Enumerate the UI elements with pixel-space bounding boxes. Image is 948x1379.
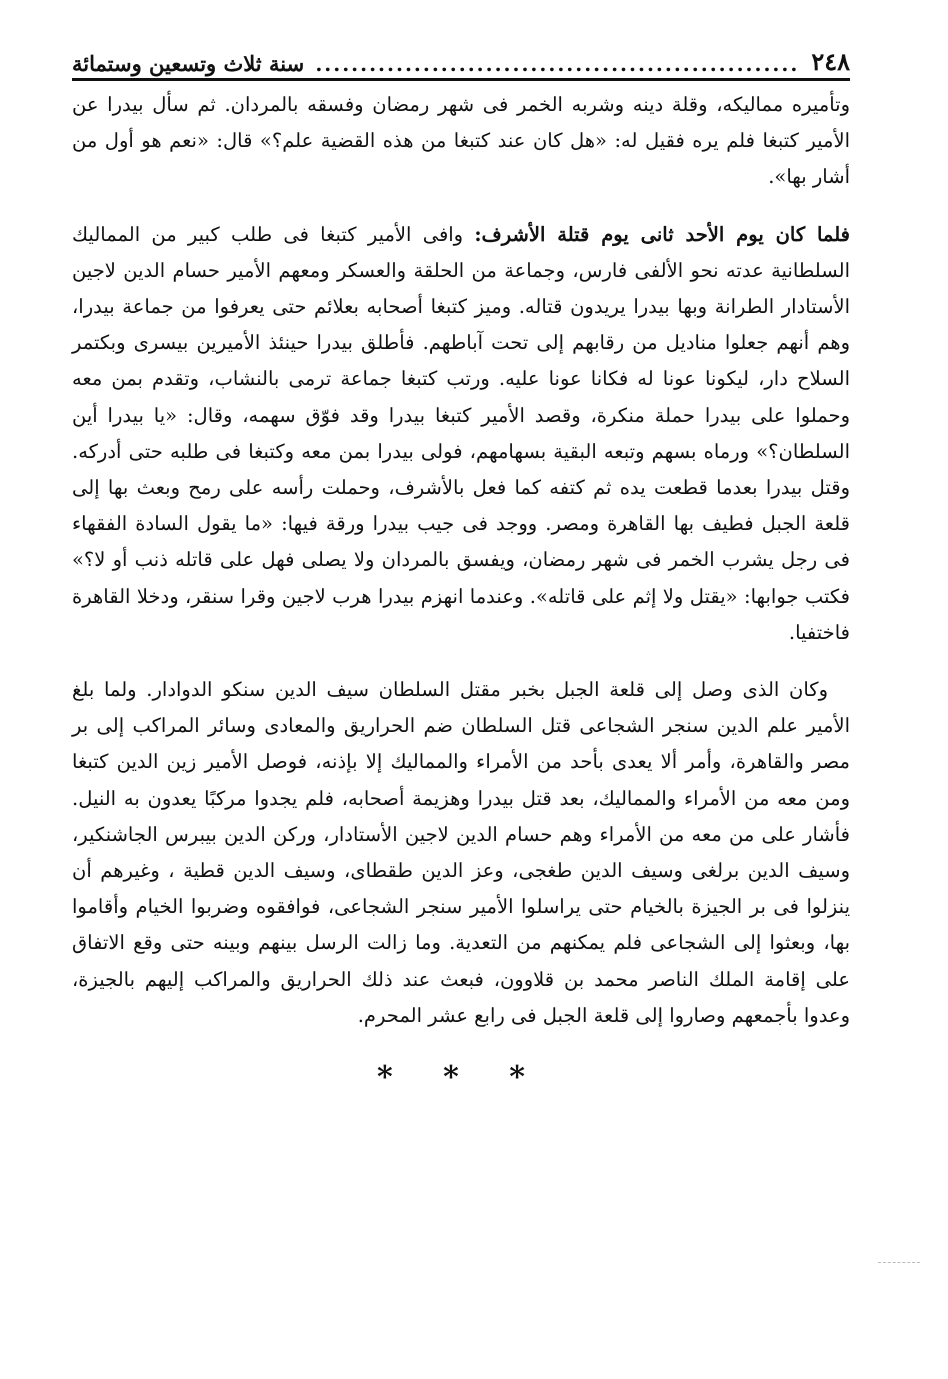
running-title: سنة ثلاث وتسعين وستمائة: [72, 51, 305, 76]
page-number: ٢٤٨: [811, 47, 850, 76]
paragraph-2: [72, 217, 850, 651]
page: [72, 40, 850, 1095]
paragraph-3: [72, 672, 850, 1034]
paragraph-2-body: وافى الأمير كتبغا فى طلب كبير من المماليك السلطانية عدته نحو الألفى فارس، وجماعة من الحلقة والعسكر ومعهم الأمير حسام الدين لاجين الأستادار الطرانة وبها بيدرا يريدون قتاله. وميز كتبغا أصحابه بعلائم حتى يعرفوا من جماعة بيدرا، وهم أنهم جعلوا مناديل من رقابهم إلى تحت آباطهم. فأطلق بيدرا حينئذ الأميرين بيسرى وبكتمر السلاح دار، ليكونا عونا له فكانا عونا عليه. ورتب كتبغا جماعة ترمى بالنشاب، وتقدم بمن معه وحملوا على بيدرا حملة منكرة، وقصد الأمير كتبغا بيدرا وقد فوّق سهمه، وقال: «يا بيدرا أين السلطان؟» ورماه بسهم وتبعه البقية بسهامهم، فولى بيدرا بمن معه وكتبغا فى طلبه حتى أدركه. وقتل بيدرا بعدما قطعت يده ثم كتفه كما فعل بالأشرف، وحملت رأسه على رمح وبعث بها إلى قلعة الجبل فطيف بها القاهرة ومصر. ووجد فى جيب بيدرا ورقة فيها: «ما يقول السادة الفقهاء فى رجل يشرب الخمر فى شهر رمضان، ويفسق بالمردان ولا يصلى فهل على قاتله ذنب أو لا؟» فكتب جوابها: «يقتل ولا إثم على قاتله». وعندما انهزم بيدرا هرب لاجين وقرا سنقر، ودخلا القاهرة فاختفيا.: [72, 222, 850, 644]
paragraph-2-lead: فلما كان يوم الأحد ثانى يوم قتلة الأشرف:: [474, 222, 850, 246]
scan-edge-mark: [878, 1262, 920, 1263]
paragraph-1: وتأميره مماليكه، وقلة دينه وشربه الخمر فى شهر رمضان وفسقه بالمردان. ثم سأل بيدرا عن الأمير كتبغا فلم يره فقيل له: «هل كان عند كتبغا من هذه القضية علم؟» قال: «نعم هو أول من أشار بها».: [72, 93, 850, 189]
section-separator-stars: * * *: [377, 1060, 545, 1096]
header-leader-dots: [314, 52, 799, 76]
paragraph-3-body: وكان الذى وصل إلى قلعة الجبل بخبر مقتل السلطان سيف الدين سنكو الدوادار. ولما بلغ الأمير علم الدين سنجر الشجاعى قتل السلطان ضم الحراريق والمعادى وسائر المراكب إلى بر مصر والقاهرة، وأمر ألا يعدى بأحد من الأمراء والمماليك إلا بإذنه، فوصل الأمير زين الدين كتبغا ومن معه من الأمراء والمماليك، بعد قتل بيدرا وهزيمة أصحابه، فلم يجدوا مركبًا يعدون به النيل. فأشار على من معه من الأمراء وهم حسام الدين لاجين الأستادار، وركن الدين بيبرس الجاشنكير، وسيف الدين برلغى وسيف الدين طغجى، وعز الدين طقطاى، وسيف الدين قطية ، وغيرهم أن ينزلوا فى بر الجيزة بالخيام حتى يراسلوا الأمير سنجر الشجاعى، فوافقوه وضربوا الخيام وأقاموا بها، وبعثوا إلى الشجاعى فلم يمكنهم من التعدية. وما زالت الرسل بينهم وبينه حتى وقع الاتفاق على إقامة الملك الناصر محمد بن قلاوون، فبعث عند ذلك الحراريق والمراكب إليهم بالجيزة، وعدوا بأجمعهم وصاروا إلى قلعة الجبل فى رابع عشر المحرم.: [72, 678, 850, 1027]
page-header: [72, 40, 850, 81]
